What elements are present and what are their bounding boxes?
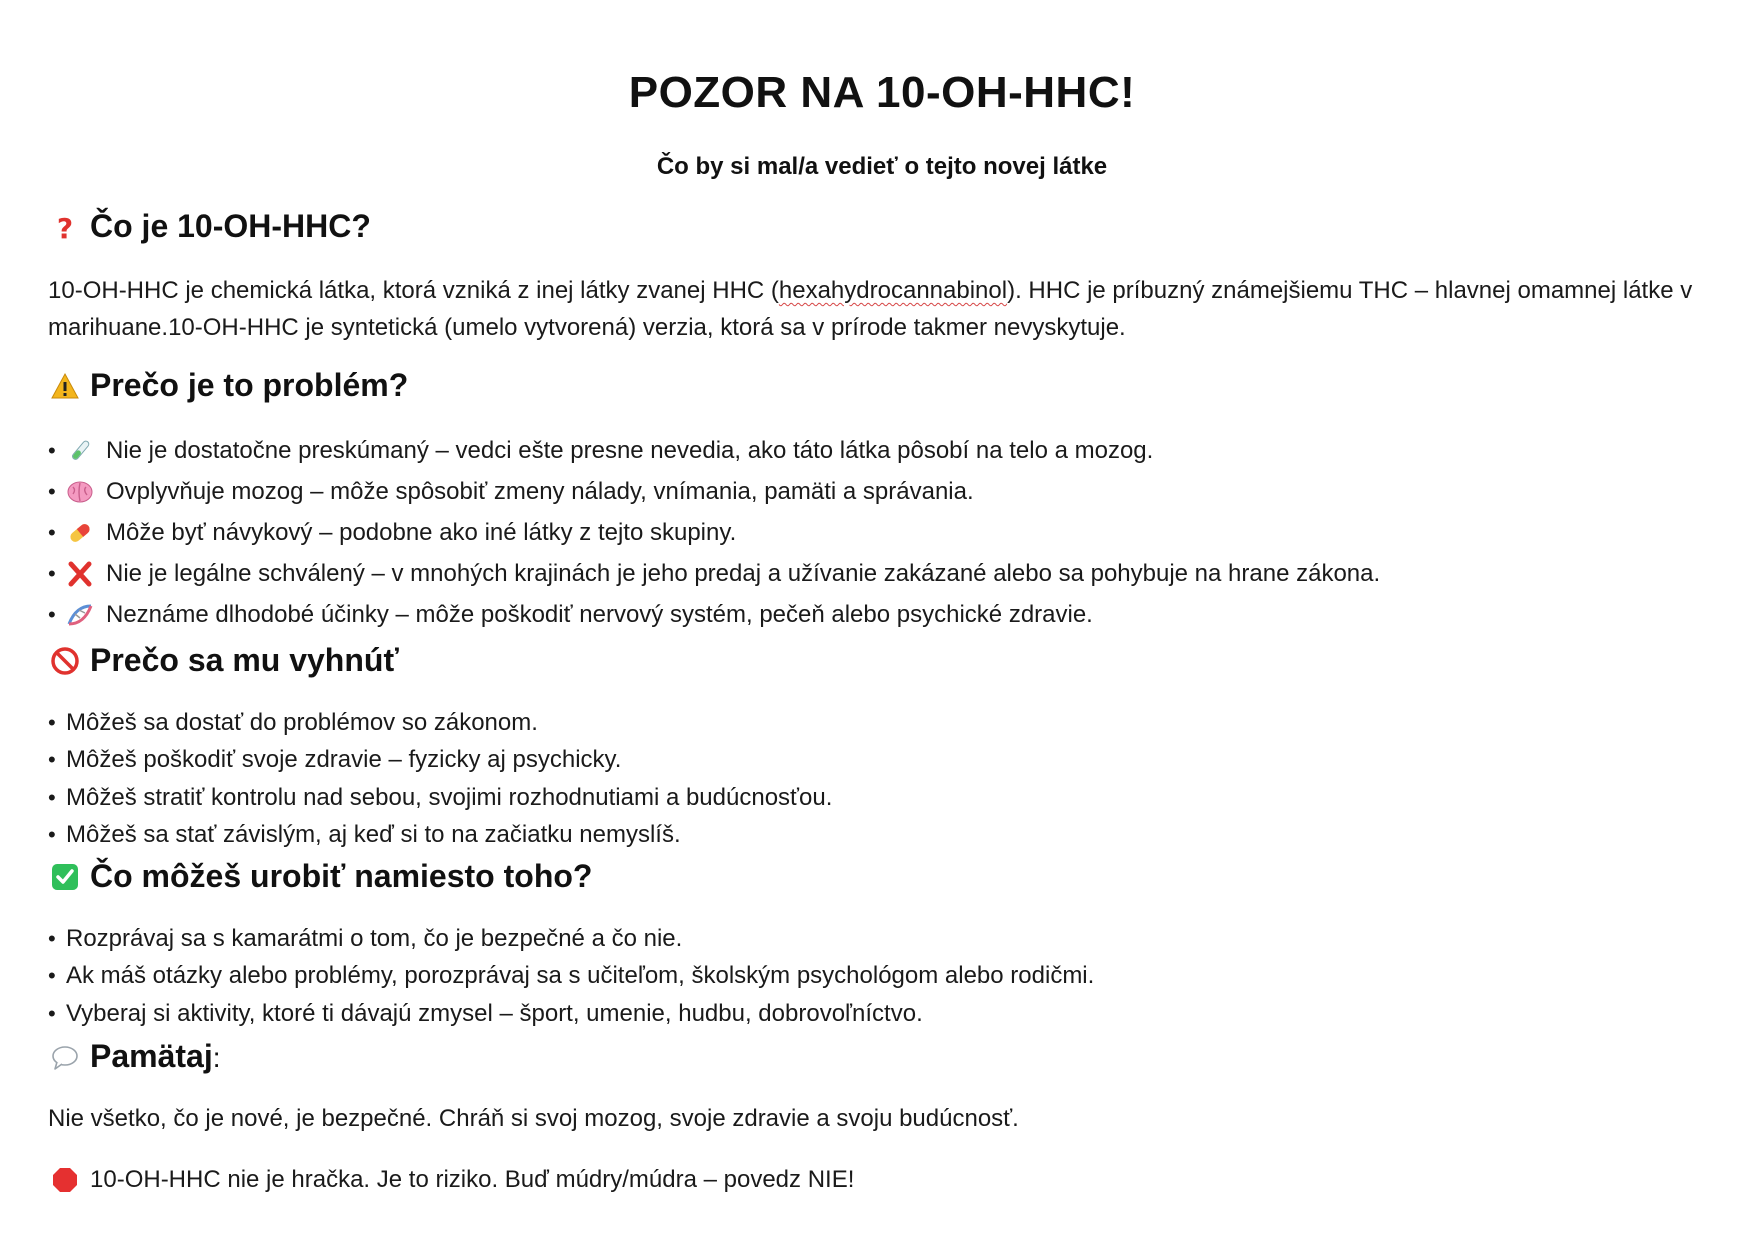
bullet: • (48, 478, 56, 504)
section-heading-label: Prečo je to problém? (90, 367, 409, 403)
bullet: • (48, 747, 56, 773)
list-item-text: Môže byť návykový – podobne ako iné látky z tejto skupiny. (106, 518, 737, 546)
brain-icon (66, 479, 98, 505)
list-item (48, 742, 1724, 780)
list-item (48, 553, 1724, 594)
section-heading-label: Prečo sa mu vyhnúť (90, 642, 399, 678)
heading-colon: : (212, 1042, 221, 1073)
bullet: • (48, 925, 56, 951)
list-item (48, 958, 1724, 996)
list-item (48, 471, 1724, 512)
list-item-text: Môžeš stratiť kontrolu nad sebou, svojimi rozhodnutiami a budúcnosťou. (66, 783, 833, 811)
list-item (48, 920, 1724, 958)
page-subtitle: Čo by si mal/a vedieť o tejto novej látke (656, 153, 1108, 180)
list-item-text: Rozprávaj sa s kamarátmi o tom, čo je bezpečné a čo nie. (66, 924, 683, 952)
list-item-text: Môžeš poškodiť svoje zdravie – fyzicky aj psychicky. (66, 746, 622, 774)
warning-icon (50, 371, 80, 401)
list-item-text: Vyberaj si aktivity, ktoré ti dávajú zmysel – šport, umenie, hudbu, dobrovoľníctvo. (66, 999, 923, 1027)
list-item (48, 430, 1724, 471)
pill-icon (66, 520, 98, 546)
problem-list (48, 430, 1724, 635)
question-mark-icon (50, 212, 80, 242)
list-item (48, 817, 1724, 855)
bullet: • (48, 1000, 56, 1026)
svg-text:?: ? (56, 211, 74, 242)
section-heading-why-problem (50, 367, 408, 404)
bullet: • (48, 519, 56, 545)
list-item-text: Nie je dostatočne preskúmaný – vedci ešte presne nevedia, ako táto látka pôsobí na telo a mozog. (106, 436, 1154, 464)
bullet: • (48, 601, 56, 627)
section-heading-label: Pamätaj (90, 1038, 213, 1074)
list-item-text: Môžeš sa dostať do problémov so zákonom. (66, 708, 538, 736)
avoid-list (48, 704, 1724, 854)
spellcheck-underlined-word: hexahydrocannabinol (778, 277, 1008, 304)
section-heading-why-avoid (50, 642, 399, 679)
list-item-text: Môžeš sa stať závislým, aj keď si to na začiatku nemyslíš. (66, 821, 681, 849)
bullet: • (48, 560, 56, 586)
bullet: • (48, 437, 56, 463)
remember-paragraph: Nie všetko, čo je nové, je bezpečné. Chráň si svoj mozog, svoje zdravie a svoju budúcnosť. (48, 1105, 1019, 1132)
speech-bubble-icon (50, 1042, 80, 1072)
list-item (48, 779, 1724, 817)
paragraph-text: ). HHC je príbuzný známejšiemu THC – hlavnej omamnej látke v marihuane.10-OH-HHC je syntetická (umelo vytvorená) verzia, ktorá sa v prírode takmer nevyskytuje. (48, 277, 1693, 341)
page-title: POZOR NA 10-OH-HHC! (628, 68, 1136, 117)
final-statement (50, 1165, 854, 1195)
list-item-text: Ak máš otázky alebo problémy, porozprávaj sa s učiteľom, školským psychológom alebo rodičmi. (66, 962, 1095, 990)
prohibited-icon (50, 646, 80, 676)
section-paragraph-what-is (48, 272, 1724, 346)
section-heading-label: Čo je 10-OH-HHC? (90, 208, 371, 244)
list-item-text: Neznáme dlhodobé účinky – môže poškodiť nervový systém, pečeň alebo psychické zdravie. (106, 600, 1093, 628)
final-statement-text: 10-OH-HHC nie je hračka. Je to riziko. Buď múdry/múdra – povedz NIE! (90, 1166, 855, 1193)
section-heading-alternatives (50, 858, 592, 895)
bullet: • (48, 963, 56, 989)
section-heading-what-is (50, 208, 371, 245)
list-item (48, 995, 1724, 1033)
check-mark-icon (50, 862, 80, 892)
test-tube-icon (66, 438, 98, 464)
paragraph-text: 10-OH-HHC je chemická látka, ktorá vzniká z inej látky zvanej HHC ( (48, 277, 779, 304)
dna-icon (66, 602, 98, 628)
list-item (48, 512, 1724, 553)
section-heading-label: Čo môžeš urobiť namiesto toho? (90, 858, 593, 894)
list-item (48, 594, 1724, 635)
stop-sign-icon (50, 1165, 80, 1195)
section-heading-remember (50, 1038, 221, 1075)
list-item (48, 704, 1724, 742)
list-item-text: Ovplyvňuje mozog – môže spôsobiť zmeny nálady, vnímania, pamäti a správania. (106, 477, 974, 505)
alternatives-list (48, 920, 1724, 1033)
bullet: • (48, 709, 56, 735)
cross-mark-icon (66, 561, 98, 587)
list-item-text: Nie je legálne schválený – v mnohých krajinách je jeho predaj a užívanie zakázané alebo sa pohybuje na hrane zákona. (106, 559, 1381, 587)
bullet: • (48, 784, 56, 810)
bullet: • (48, 822, 56, 848)
